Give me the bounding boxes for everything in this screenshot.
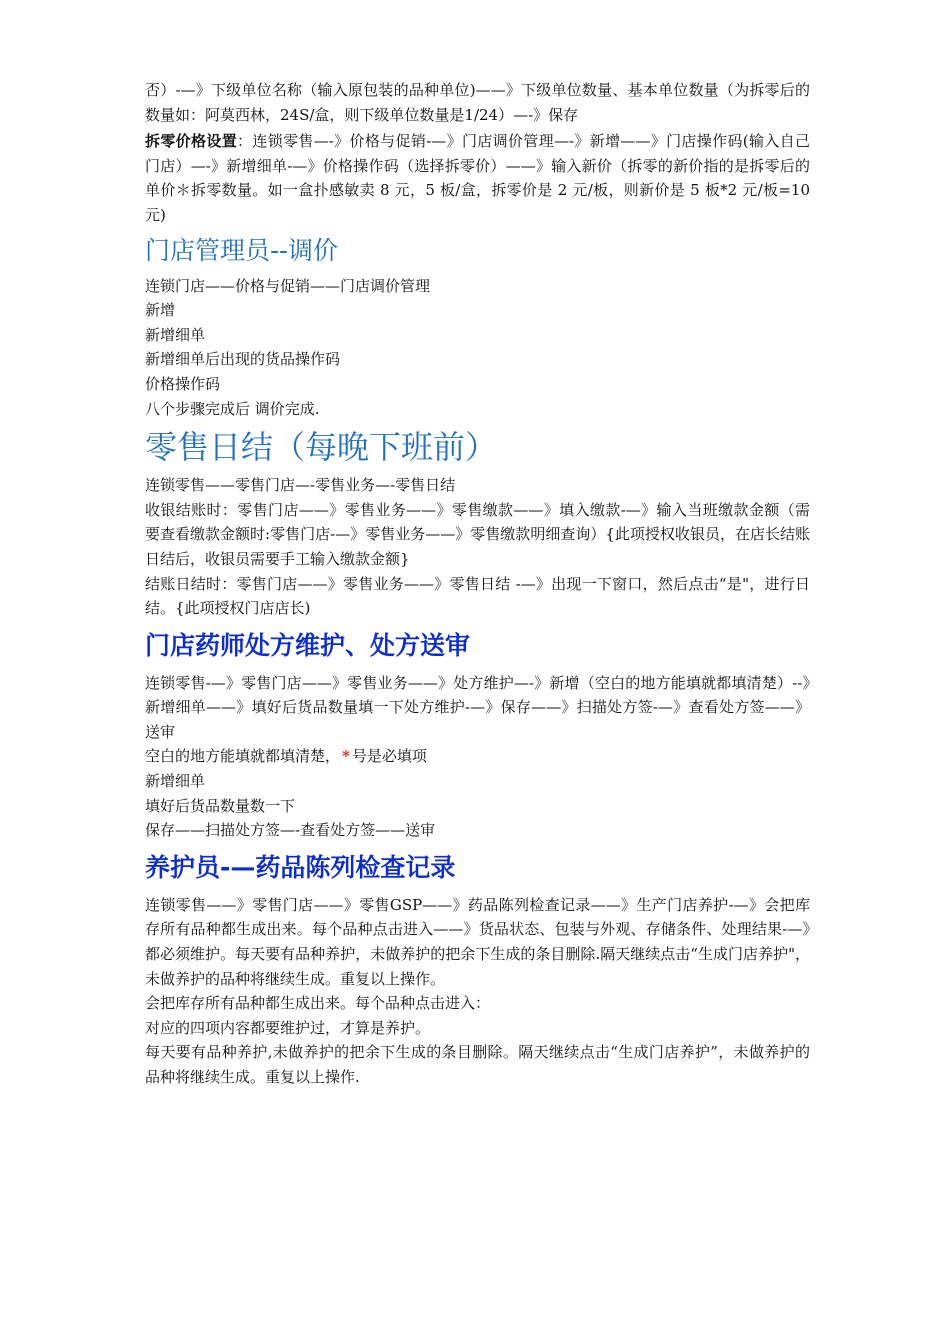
adjust-line: 新增 bbox=[145, 301, 176, 320]
required-star-icon: * bbox=[342, 747, 350, 766]
intro-paragraph: 否）-—》下级单位名称（输入原包装的品种单位)——》下级单位数量、基本单位数量（为拆零后的数量如：阿莫西林，24S/盒，则下级单位数量是1/24）—-》保存 bbox=[145, 81, 810, 124]
adjust-line: 新增细单后出现的货品操作码 bbox=[145, 350, 341, 369]
heading-daily-settlement: 零售日结（每晚下班前） bbox=[145, 428, 498, 467]
rx-required-note bbox=[145, 744, 810, 769]
adjust-line: 价格操作码 bbox=[145, 374, 221, 393]
rx-line: 新增细单 bbox=[145, 772, 206, 791]
rx-line: 保存——扫描处方签—-查看处方签——送审 bbox=[145, 821, 436, 840]
heading-store-price-adjust: 门店管理员--调价 bbox=[145, 235, 339, 265]
adjust-line: 连锁门店——价格与促销——门店调价管理 bbox=[145, 276, 431, 295]
adjust-line: 新增细单 bbox=[145, 325, 206, 344]
daily-line: 结账日结时：零售门店——》零售业务——》零售日结 -—》出现一下窗口，然后点击“是"，进行日结。{此项授权门店店长) bbox=[145, 574, 810, 618]
daily-line: 收银结账时：零售门店——》零售业务——》零售缴款——》填入缴款-—》输入当班缴款金额（需要查看缴款金额时:零售门店-—》零售业务——》零售缴款明细查询）{此项授权收银员，在店长结账日结后，收银员需要手工输入缴款金额} bbox=[145, 500, 810, 568]
split-price-paragraph bbox=[145, 129, 810, 227]
adjust-line: 八个步骤完成后 调价完成. bbox=[145, 399, 320, 418]
rx-note-text-2: 号是必填项 bbox=[351, 747, 427, 766]
document-page bbox=[145, 78, 810, 1090]
care-line: 会把库存所有品种都生成出来。每个品种点击进入： bbox=[145, 994, 491, 1013]
care-line: 每天要有品种养护,未做养护的把余下生成的条目删除。隔天继续点击“生成门店养护”，未做养护的品种将继续生成。重复以上操作. bbox=[145, 1043, 810, 1086]
daily-line: 连锁零售——零售门店—-零售业务—-零售日结 bbox=[145, 476, 456, 495]
rx-line: 连锁零售-—》零售门店——》零售业务——》处方维护—-》新增（空白的地方能填就都填清楚）--》新增细单——》填好后货品数量填一下处方维护-—》保存——》扫描处方签-—》查看处方签——》送审 bbox=[145, 673, 810, 741]
split-price-label: 拆零价格设置 bbox=[145, 132, 238, 151]
heading-prescription: 门店药师处方维护、处方送审 bbox=[145, 630, 471, 660]
care-line: 连锁零售——》零售门店——》零售GSP——》药品陈列检查记录——》生产门店养护-—》会把库存所有品种都生成出来。每个品种点击进入——》货品状态、包装与外观、存储条件、处理结果-—》都必须维护。每天要有品种养护，未做养护的把余下生成的条目删除.隔天继续点击“生成门店养护"，未做养护的品种将继续生成。重复以上操作。 bbox=[145, 895, 810, 988]
rx-line: 填好后货品数量数一下 bbox=[145, 796, 296, 815]
split-price-text: ：连锁零售—-》价格与促销-—》门店调价管理—-》新增——》门店操作码(输入自己门店）—-》新增细单-—》价格操作码（选择拆零价）——》输入新价（拆零的新价指的是拆零后的单价＊拆零数量。如一盒扑感敏卖 8 元，5 板/盒，拆零价是 2 元/板，则新价是 5 板*2 元/板=10 元) bbox=[145, 132, 810, 224]
care-line: 对应的四项内容都要维护过，才算是养护。 bbox=[145, 1018, 431, 1037]
rx-note-text: 空白的地方能填就都填清楚， bbox=[145, 747, 341, 766]
heading-maintenance: 养护员-—药品陈列检查记录 bbox=[145, 852, 456, 882]
